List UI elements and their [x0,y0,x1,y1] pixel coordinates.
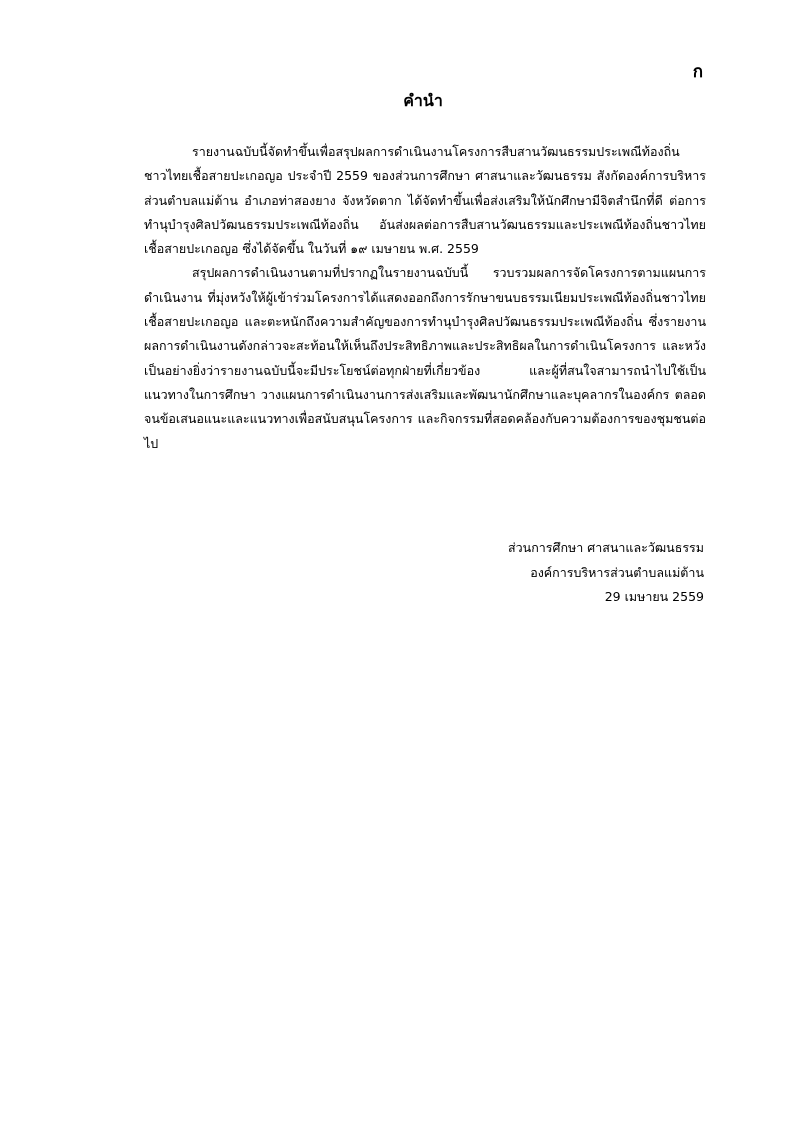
paragraph-2: สรุปผลการดำเนินงานตามที่ปรากฏในรายงานฉบับนี้ รวบรวมผลการจัดโครงการตามแผนการดำเนินงาน ที่มุ่งหวังให้ผู้เข้าร่วมโครงการได้แสดงออกถึงการรักษาขนบธรรมเนียมประเพณีท้องถิ่นชาวไทยเชื้อสายปะเกอญอ และตะหนักถึงความสำคัญของการทำนุบำรุงศิลปวัฒนธรรมประเพณีท้องถิ่น ซึ่งรายงานผลการดำเนินงานดังกล่าวจะสะท้อนให้เห็นถึงประสิทธิภาพและประสิทธิผลในการดำเนินโครงการ และหวังเป็นอย่างยิ่งว่ารายงานฉบับนี้จะมีประโยชน์ต่อทุกฝ่ายที่เกี่ยวข้อง และผู้ที่สนใจสามารถนำไปใช้เป็นแนวทางในการศึกษา วางแผนการดำเนินงานการส่งเสริมและพัฒนานักศึกษาและบุคลากรในองค์กร ตลอดจนข้อเสนอแนะและแนวทางเพื่อสนับสนุนโครงการ และกิจกรรมที่สอดคล้องกับความต้องการของชุมชนต่อไป [144,265,706,451]
signature-block [508,536,704,610]
signature-organization: องค์การบริหารส่วนตำบลแม่ต้าน [530,564,704,580]
preface-body [144,140,706,456]
signature-date: 29 เมษายน 2559 [604,589,704,604]
signature-department: ส่วนการศึกษา ศาสนาและวัฒนธรรม [508,540,704,555]
page-title: คำนำ [403,91,443,110]
page-number: ก [692,62,703,82]
paragraph-1: รายงานฉบับนี้จัดทำขึ้นเพื่อสรุปผลการดำเนินงานโครงการสืบสานวัฒนธรรมประเพณีท้องถิ่น ชาวไทยเชื้อสายปะเกอญอ ประจำปี 2559 ของส่วนการศึกษา ศาสนาและวัฒนธรรม สังกัดองค์การบริหารส่วนตำบลแม่ต้าน อำเภอท่าสองยาง จังหวัดตาก ได้จัดทำขึ้นเพื่อส่งเสริมให้นักศึกษามีจิตสำนึกที่ดี ต่อการทำนุบำรุงศิลปวัฒนธรรมประเพณีท้องถิ่น อันส่งผลต่อการสืบสานวัฒนธรรมและประเพณีท้องถิ่นชาวไทยเชื้อสายปะเกอญอ ซึ่งได้จัดขึ้น ในวันที่ ๑๙ เมษายน พ.ศ. 2559 [144,144,706,257]
